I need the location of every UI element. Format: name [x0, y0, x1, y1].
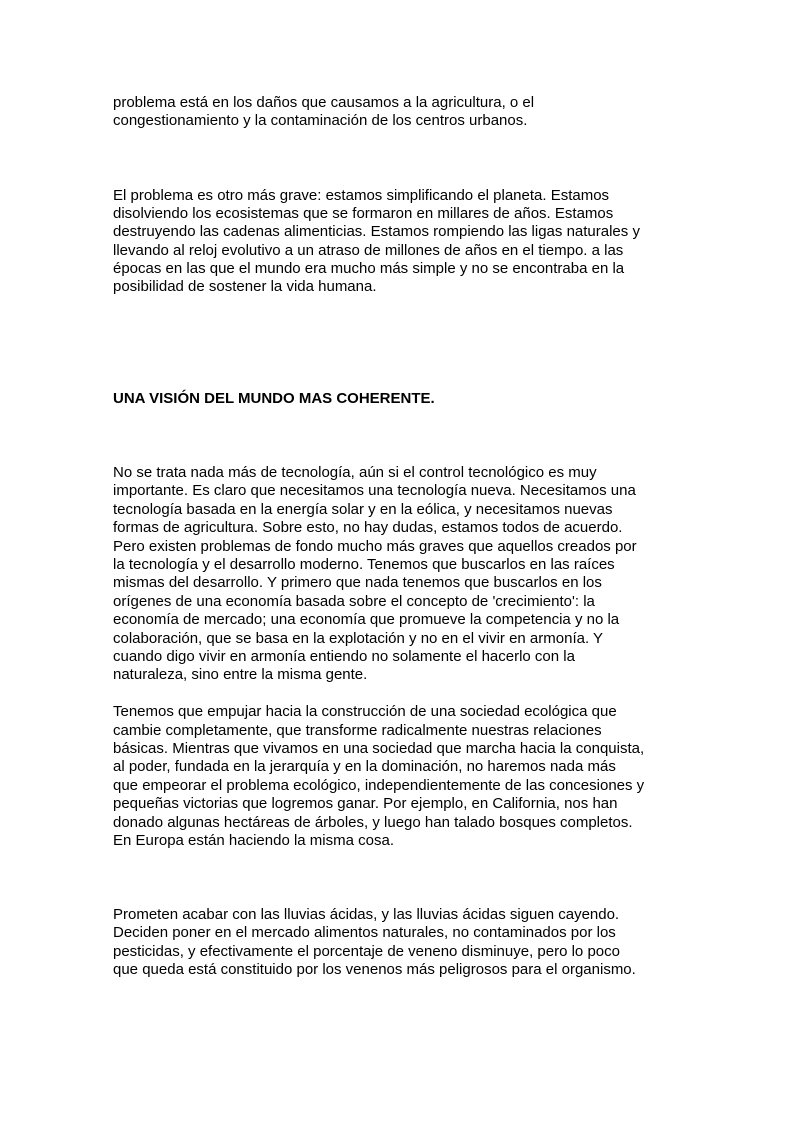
text-line: En Europa están haciendo la misma cosa. — [113, 832, 394, 849]
text-line: problema está en los daños que causamos a la agricultura, o el — [113, 94, 535, 111]
section-heading: UNA VISIÓN DEL MUNDO MAS COHERENTE. — [113, 390, 435, 407]
text-line: que queda está constituido por los venenos más peligrosos para el organismo. — [113, 961, 636, 978]
text-line: orígenes de una economía basada sobre el concepto de 'crecimiento': la — [113, 593, 595, 610]
text-line: épocas en las que el mundo era mucho más simple y no se encontraba en la — [113, 260, 625, 277]
text-line: Deciden poner en el mercado alimentos naturales, no contaminados por los — [113, 924, 616, 941]
text-line: congestionamiento y la contaminación de los centros urbanos. — [113, 112, 528, 129]
text-line: al poder, fundada en la jerarquía y en la dominación, no haremos nada más — [113, 758, 616, 775]
text-line: El problema es otro más grave: estamos simplificando el planeta. Estamos — [113, 187, 610, 204]
text-line: No se trata nada más de tecnología, aún si el control tecnológico es muy — [113, 464, 597, 481]
text-line: básicas. Mientras que vivamos en una sociedad que marcha hacia la conquista, — [113, 740, 645, 757]
text-line: Pero existen problemas de fondo mucho más graves que aquellos creados por — [113, 538, 637, 555]
text-line: tecnología basada en la energía solar y en la eólica, y necesitamos nuevas — [113, 501, 613, 518]
text-line: formas de agricultura. Sobre esto, no hay dudas, estamos todos de acuerdo. — [113, 519, 623, 536]
text-line: naturaleza, sino entre la misma gente. — [113, 666, 368, 683]
text-line: Tenemos que empujar hacia la construcción de una sociedad ecológica que — [113, 703, 617, 720]
text-line: la tecnología y el desarrollo moderno. Tenemos que buscarlos en las raíces — [113, 556, 615, 573]
text-line: posibilidad de sostener la vida humana. — [113, 278, 377, 295]
text-line: cambie completamente, que transforme radicalmente nuestras relaciones — [113, 722, 602, 739]
text-line: destruyendo las cadenas alimenticias. Estamos rompiendo las ligas naturales y — [113, 223, 640, 240]
text-line: mismas del desarrollo. Y primero que nada tenemos que buscarlos en los — [113, 574, 602, 591]
text-line: importante. Es claro que necesitamos una tecnología nueva. Necesitamos una — [113, 482, 636, 499]
text-line: colaboración, que se basa en la explotación y no en el vivir en armonía. Y — [113, 630, 604, 647]
text-line: Prometen acabar con las lluvias ácidas, y las lluvias ácidas siguen cayendo. — [113, 906, 620, 923]
text-line: economía de mercado; una economía que promueve la competencia y no la — [113, 611, 620, 628]
text-line: disolviendo los ecosistemas que se formaron en millares de años. Estamos — [113, 205, 614, 222]
text-line: llevando al reloj evolutivo a un atraso de millones de años en el tiempo. a las — [113, 242, 624, 259]
text-line: donado algunas hectáreas de árboles, y luego han talado bosques completos. — [113, 814, 633, 831]
text-line: pequeñas victorias que logremos ganar. Por ejemplo, en California, nos han — [113, 795, 618, 812]
text-line: pesticidas, y efectivamente el porcentaje de veneno disminuye, pero lo poco — [113, 943, 620, 960]
text-line: que empeorar el problema ecológico, independientemente de las concesiones y — [113, 777, 645, 794]
text-line: cuando digo vivir en armonía entiendo no solamente el hacerlo con la — [113, 648, 575, 665]
